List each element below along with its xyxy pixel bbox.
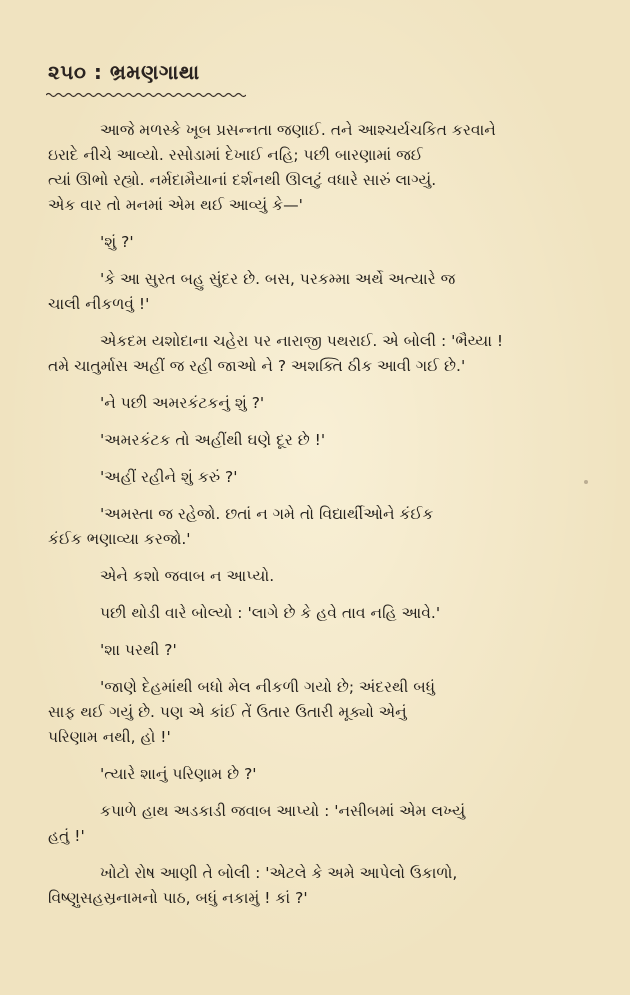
paragraph [48,675,588,750]
text-line: 'અમસ્તા જ રહેજો. છતાં ન ગમે તો વિદ્યાર્થીઓને કંઈક [100,505,434,523]
page-speck [584,480,588,484]
text-line: ઇરાદે નીચે આવ્યો. રસોડામાં દેખાઈ નહિ; પછી બારણામાં જઈ [48,146,423,164]
text-line: વિષ્ણુસહસ્રનામનો પાઠ, બધું નકામું ! કાં ?' [48,889,308,907]
paragraph [48,762,588,787]
paragraph [48,502,588,552]
paragraph [48,267,588,317]
paragraph [48,428,588,453]
paragraph [48,861,588,911]
paragraph [48,465,588,490]
text-line: પરિણામ નથી, હો !' [48,728,171,746]
text-line: 'ને પછી અમરકંટકનું શું ?' [100,394,265,412]
text-line: કંઈક ભણાવ્યા કરજો.' [48,530,191,548]
text-line: 'ત્યારે શાનું પરિણામ છે ?' [100,765,257,783]
text-line: 'શું ?' [100,233,134,251]
text-line: ખોટો રોષ આણી તે બોલી : 'એટલે કે અમે આપેલો ઉકાળો, [100,864,458,882]
text-line: પછી થોડી વારે બોલ્યો : 'લાગે છે કે હવે તાવ નહિ આવે.' [100,604,441,622]
paragraph [48,329,588,379]
text-line: એકદમ યશોદાના ચહેરા પર નારાજી પથરાઈ. એ બોલી : 'ભૈય્યા ! [100,332,504,350]
text-line: 'કે આ સુરત બહુ સુંદર છે. બસ, પરકમ્મા અર્થે અત્યારે જ [100,270,456,288]
text-line: 'અમરકંટક તો અહીંથી ઘણે દૂર છે !' [100,431,326,449]
paragraph [48,564,588,589]
text-line: 'શા પરથી ?' [100,641,177,659]
text-line: કપાળે હાથ અડકાડી જવાબ આપ્યો : 'નસીબમાં એમ લખ્યું [100,802,466,820]
paragraph [48,601,588,626]
text-line: 'અહીં રહીને શું કરું ?' [100,468,238,486]
paragraph [48,118,588,218]
text-line: હતું !' [48,827,85,845]
text-line: સાફ થઈ ગયું છે. પણ એ કાંઈ તેં ઉતાર ઉતારી મૂક્યો એનું [48,703,407,721]
running-header: ૨૫૦ : ભ્રમણગાથા [48,60,200,84]
body-text [48,118,588,911]
text-line: એને કશો જવાબ ન આપ્યો. [100,567,275,585]
header-wavy-rule [46,92,246,98]
text-line: 'જાણે દેહમાંથી બધો મેલ નીકળી ગયો છે; અંદરથી બધું [100,678,436,696]
paragraph [48,230,588,255]
paragraph [48,799,588,849]
text-line: એક વાર તો મનમાં એમ થઈ આવ્યું કે—' [48,196,303,214]
text-line: તમે ચાતુર્માસ અહીં જ રહી જાઓ ને ? અશક્તિ ઠીક આવી ગઈ છે.' [48,357,466,375]
text-line: આજે મળસ્કે ખૂબ પ્રસન્નતા જણાઈ. તને આશ્ચર્યચકિત કરવાને [100,121,496,139]
text-line: ત્યાં ઊભો રહ્યો. નર્મદામૈયાનાં દર્શનથી ઊલટું વધારે સારું લાગ્યું. [48,171,437,189]
paragraph [48,391,588,416]
paragraph [48,638,588,663]
text-line: ચાલી નીકળવું !' [48,295,150,313]
